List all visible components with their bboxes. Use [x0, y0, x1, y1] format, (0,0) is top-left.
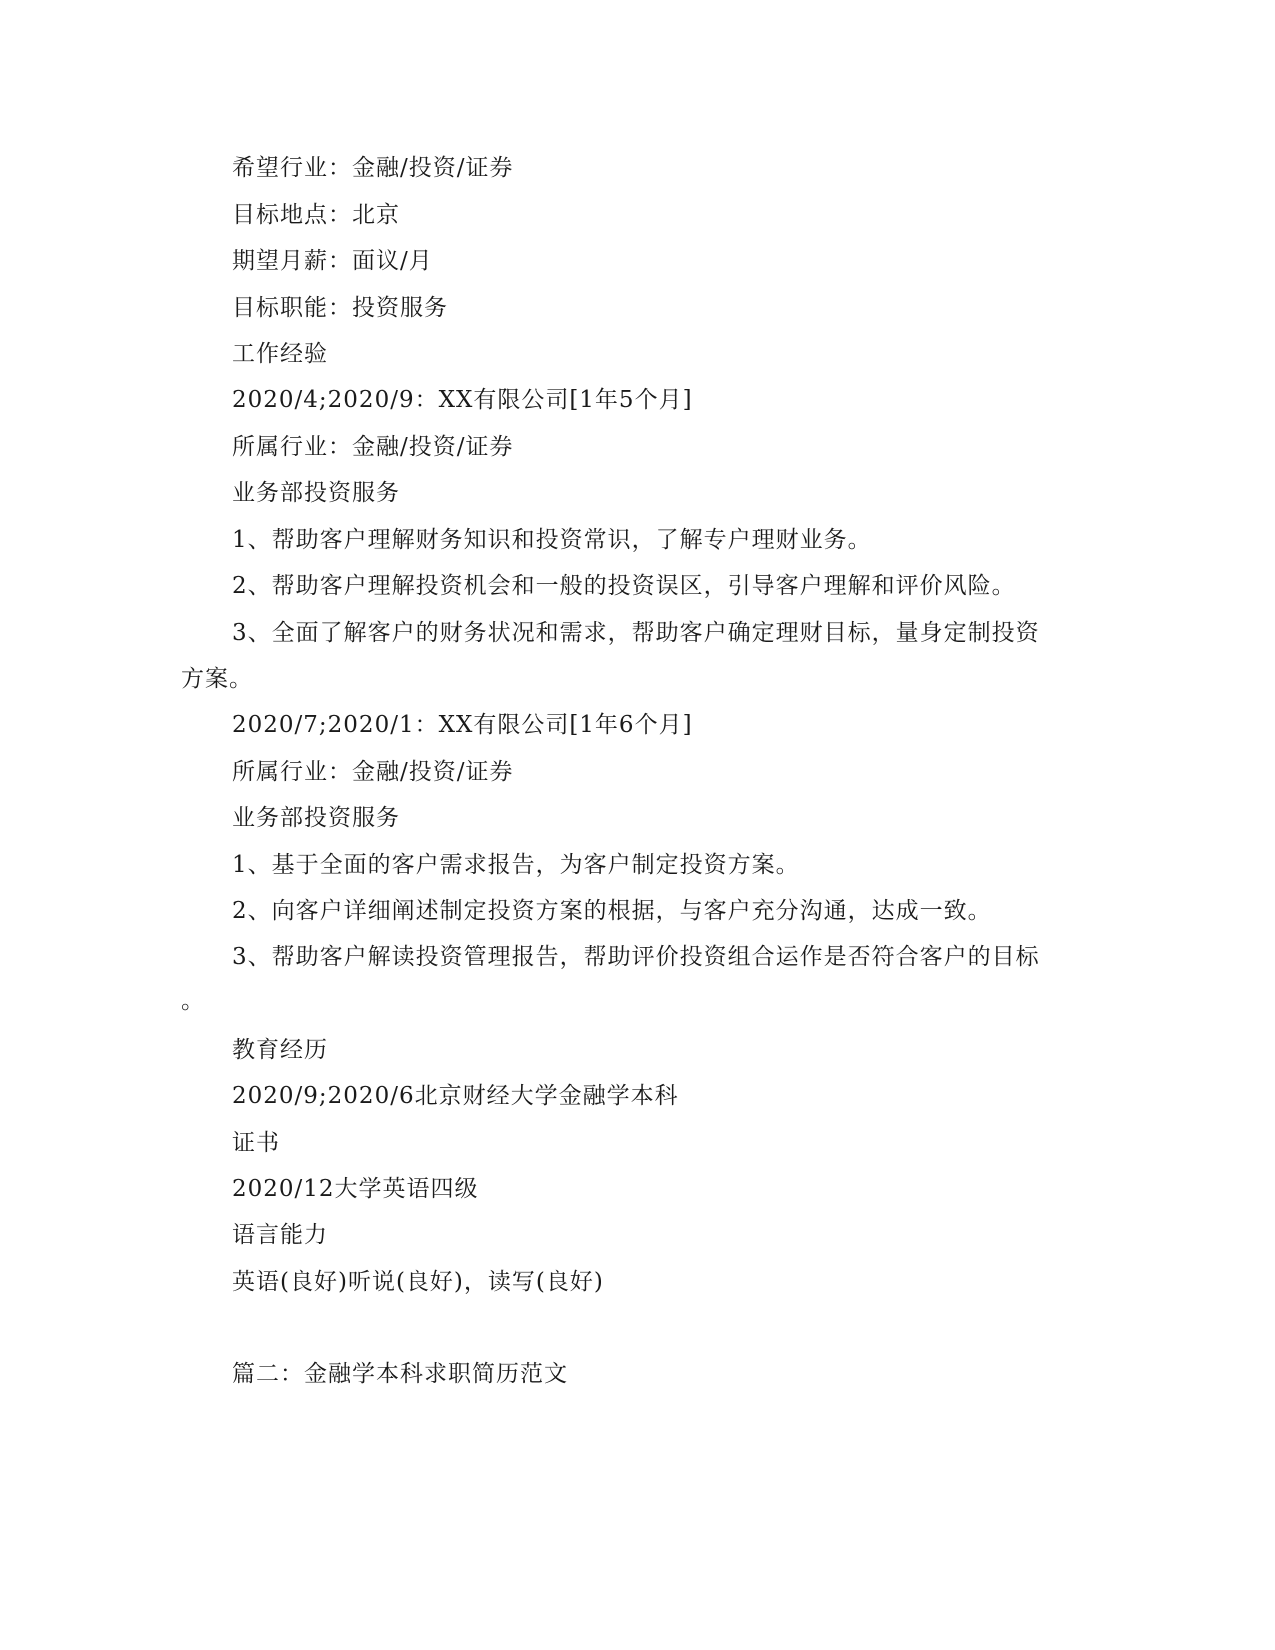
section-heading-education: 教育经历 — [232, 1037, 328, 1063]
job-1-period: 2020/4;2020/9：XX有限公司[1年5个月] — [232, 387, 693, 413]
certificate-entry: 2020/12大学英语四级 — [232, 1176, 479, 1202]
job-2-duty-2: 2、向客户详细阐述制定投资方案的根据，与客户充分沟通，达成一致。 — [232, 898, 992, 924]
section-heading-work-experience: 工作经验 — [232, 341, 328, 367]
job-2-duty-1: 1、基于全面的客户需求报告，为客户制定投资方案。 — [232, 852, 800, 878]
expected-salary: 期望月薪：面议/月 — [232, 248, 433, 274]
target-function: 目标职能：投资服务 — [232, 295, 448, 321]
target-location: 目标地点：北京 — [232, 202, 400, 228]
job-1-duty-3: 3、全面了解客户的财务状况和需求，帮助客户确定理财目标，量身定制投资 — [232, 620, 1040, 646]
job-2-period: 2020/7;2020/1：XX有限公司[1年6个月] — [232, 712, 693, 738]
job-2-department: 业务部投资服务 — [232, 805, 400, 831]
job-1-duty-1: 1、帮助客户理解财务知识和投资常识，了解专户理财业务。 — [232, 527, 872, 553]
job-2-duty-3: 3、帮助客户解读投资管理报告，帮助评价投资组合运作是否符合客户的目标 — [232, 944, 1040, 970]
part-two-title: 篇二：金融学本科求职简历范文 — [232, 1361, 568, 1387]
job-1-duty-2: 2、帮助客户理解投资机会和一般的投资误区，引导客户理解和评价风险。 — [232, 573, 1016, 599]
language-entry: 英语(良好)听说(良好)，读写(良好) — [232, 1269, 604, 1295]
section-heading-certificates: 证书 — [232, 1130, 280, 1156]
job-2-industry: 所属行业：金融/投资/证券 — [232, 759, 514, 785]
job-1-duty-3-continued: 方案。 — [181, 666, 253, 692]
section-heading-language: 语言能力 — [232, 1222, 328, 1248]
job-2-duty-3-continued: 。 — [181, 988, 205, 1014]
job-1-department: 业务部投资服务 — [232, 480, 400, 506]
desired-industry: 希望行业：金融/投资/证券 — [232, 155, 514, 181]
education-entry: 2020/9;2020/6北京财经大学金融学本科 — [232, 1083, 679, 1109]
job-1-industry: 所属行业：金融/投资/证券 — [232, 434, 514, 460]
